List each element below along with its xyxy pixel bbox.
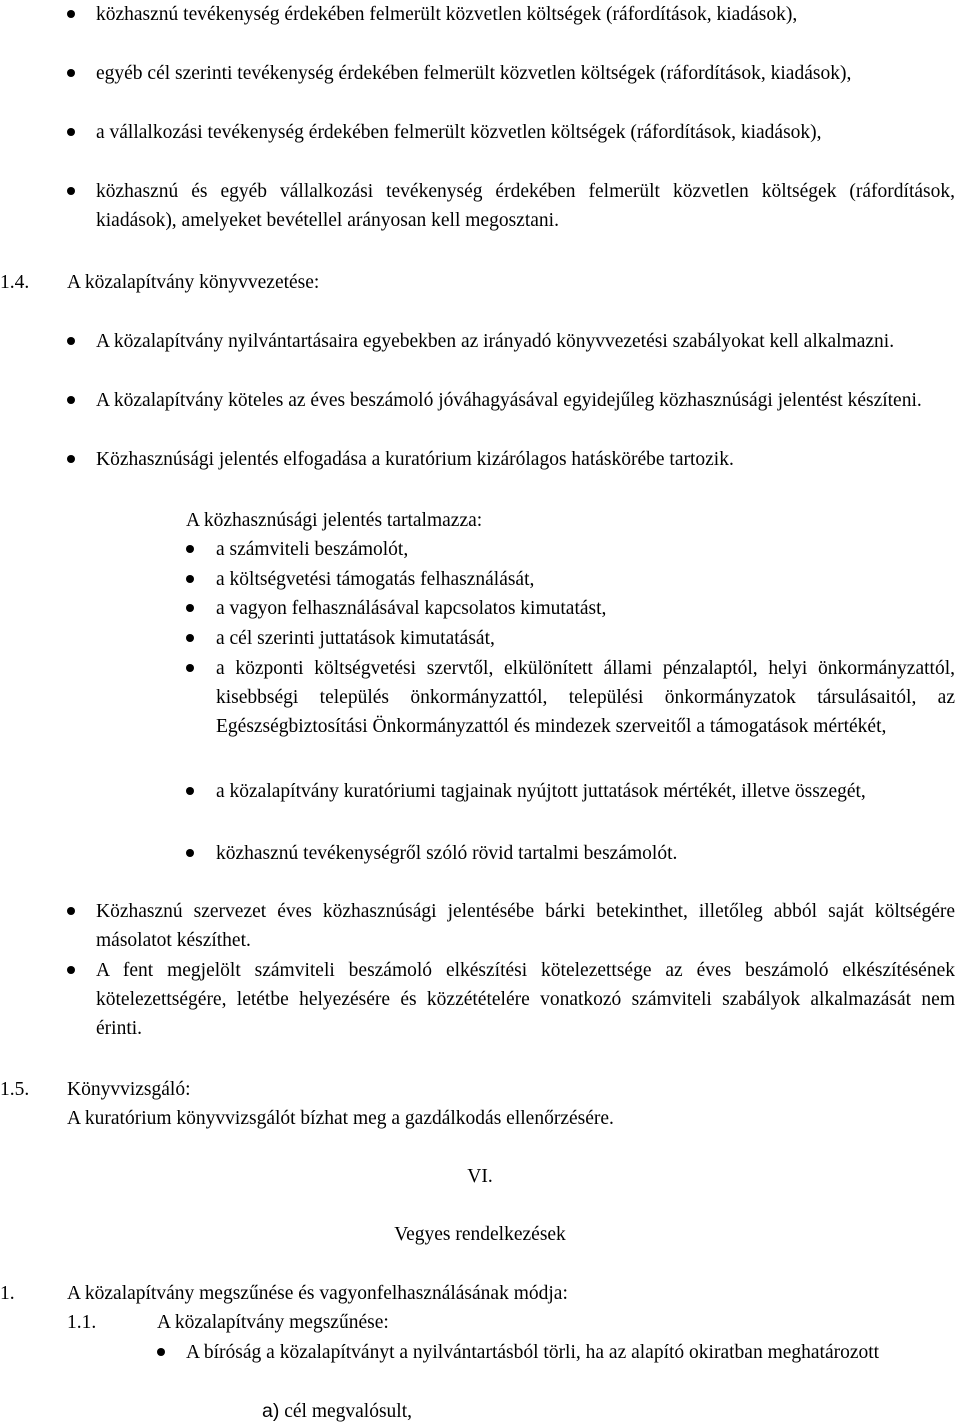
list-item: A közalapítvány köteles az éves beszámoló jóváhagyásával egyidejűleg közhasznúsági jelentést készíteni. <box>96 390 922 411</box>
sub-item-marker: a) <box>262 1400 280 1422</box>
bullet-icon <box>67 337 75 345</box>
bullet-icon <box>186 634 194 642</box>
subsection-title: A közalapítvány megszűnése: <box>157 1312 389 1333</box>
section-title: Könyvvizsgáló: <box>67 1079 191 1100</box>
list-item: a központi költségvetési szervtől, elkülönített állami pénzalaptól, helyi önkormányzattól, kisebbségi település önkormányzattól, települési önkormányzatok társulásaitól, az Egészségbiztosítási Önkormányzattól és mindezek szerveitől a támogatások mértékét, <box>216 658 955 737</box>
bullet-icon <box>67 10 75 18</box>
list-item: Közhasznúsági jelentés elfogadása a kuratórium kizárólagos hatáskörébe tartozik. <box>96 449 734 470</box>
bullet-icon <box>67 455 75 463</box>
sub-item <box>262 1397 412 1426</box>
bullet-icon <box>157 1348 165 1356</box>
subsection-number: 1.1. <box>67 1312 97 1333</box>
bullet-icon <box>67 187 75 195</box>
list-item: a közalapítvány kuratóriumi tagjainak nyújtott juttatások mértékét, illetve összegét, <box>216 781 866 802</box>
report-intro: A közhasznúsági jelentés tartalmazza: <box>186 510 483 531</box>
bullet-icon <box>67 966 75 974</box>
list-item: a költségvetési támogatás felhasználását, <box>216 569 535 590</box>
list-item: A fent megjelölt számviteli beszámoló elkészítési kötelezettsége az éves beszámoló elkészítésének kötelezettségére, letétbe helyezésére és közzétételére vonatkozó számviteli szabályok alkalmazását nem érinti. <box>96 960 955 1039</box>
list-item: Közhasznú szervezet éves közhasznúsági jelentésébe bárki betekinthet, illetőleg abból saját költségére másolatot készíthet. <box>96 901 955 951</box>
section-title: A közalapítvány megszűnése és vagyonfelhasználásának módja: <box>67 1283 568 1304</box>
bullet-icon <box>67 907 75 915</box>
list-item: egyéb cél szerinti tevékenység érdekében felmerült közvetlen költségek (ráfordítások, kiadások), <box>96 63 852 84</box>
section-number: 1.4. <box>0 272 30 293</box>
list-item: a vagyon felhasználásával kapcsolatos kimutatást, <box>216 598 607 619</box>
list-item: közhasznú tevékenységről szóló rövid tartalmi beszámolót. <box>216 843 678 864</box>
list-item: A bíróság a közalapítványt a nyilvántartásból törli, ha az alapító okiratban meghatározott <box>186 1342 880 1363</box>
bullet-icon <box>186 849 194 857</box>
bullet-icon <box>186 664 194 672</box>
list-item: közhasznú és egyéb vállalkozási tevékenység érdekében felmerült közvetlen költségek (ráfordítások, kiadások), amelyeket bevétellel arányosan kell megosztani. <box>96 181 955 231</box>
section-text: A kuratórium könyvvizsgálót bízhat meg a gazdálkodás ellenőrzésére. <box>67 1108 614 1129</box>
list-item: a cél szerinti juttatások kimutatását, <box>216 628 495 649</box>
list-item: A közalapítvány nyilvántartásaira egyebekben az irányadó könyvvezetési szabályokat kell alkalmazni. <box>96 331 895 352</box>
list-item: közhasznú tevékenység érdekében felmerült közvetlen költségek (ráfordítások, kiadások), <box>96 4 798 25</box>
list-item: a számviteli beszámolót, <box>216 539 409 560</box>
section-number: 1. <box>0 1283 15 1304</box>
bullet-icon <box>186 787 194 795</box>
bullet-icon <box>186 575 194 583</box>
section-number: 1.5. <box>0 1079 30 1100</box>
bullet-icon <box>67 128 75 136</box>
chapter-number: VI. <box>467 1166 493 1187</box>
bullet-icon <box>186 545 194 553</box>
bullet-icon <box>67 396 75 404</box>
section-title: A közalapítvány könyvvezetése: <box>67 272 320 293</box>
bullet-icon <box>186 604 194 612</box>
sub-item-text: cél megvalósult, <box>284 1401 413 1422</box>
list-item: a vállalkozási tevékenység érdekében felmerült közvetlen költségek (ráfordítások, kiadások), <box>96 122 822 143</box>
chapter-title: Vegyes rendelkezések <box>394 1224 566 1245</box>
bullet-icon <box>67 69 75 77</box>
